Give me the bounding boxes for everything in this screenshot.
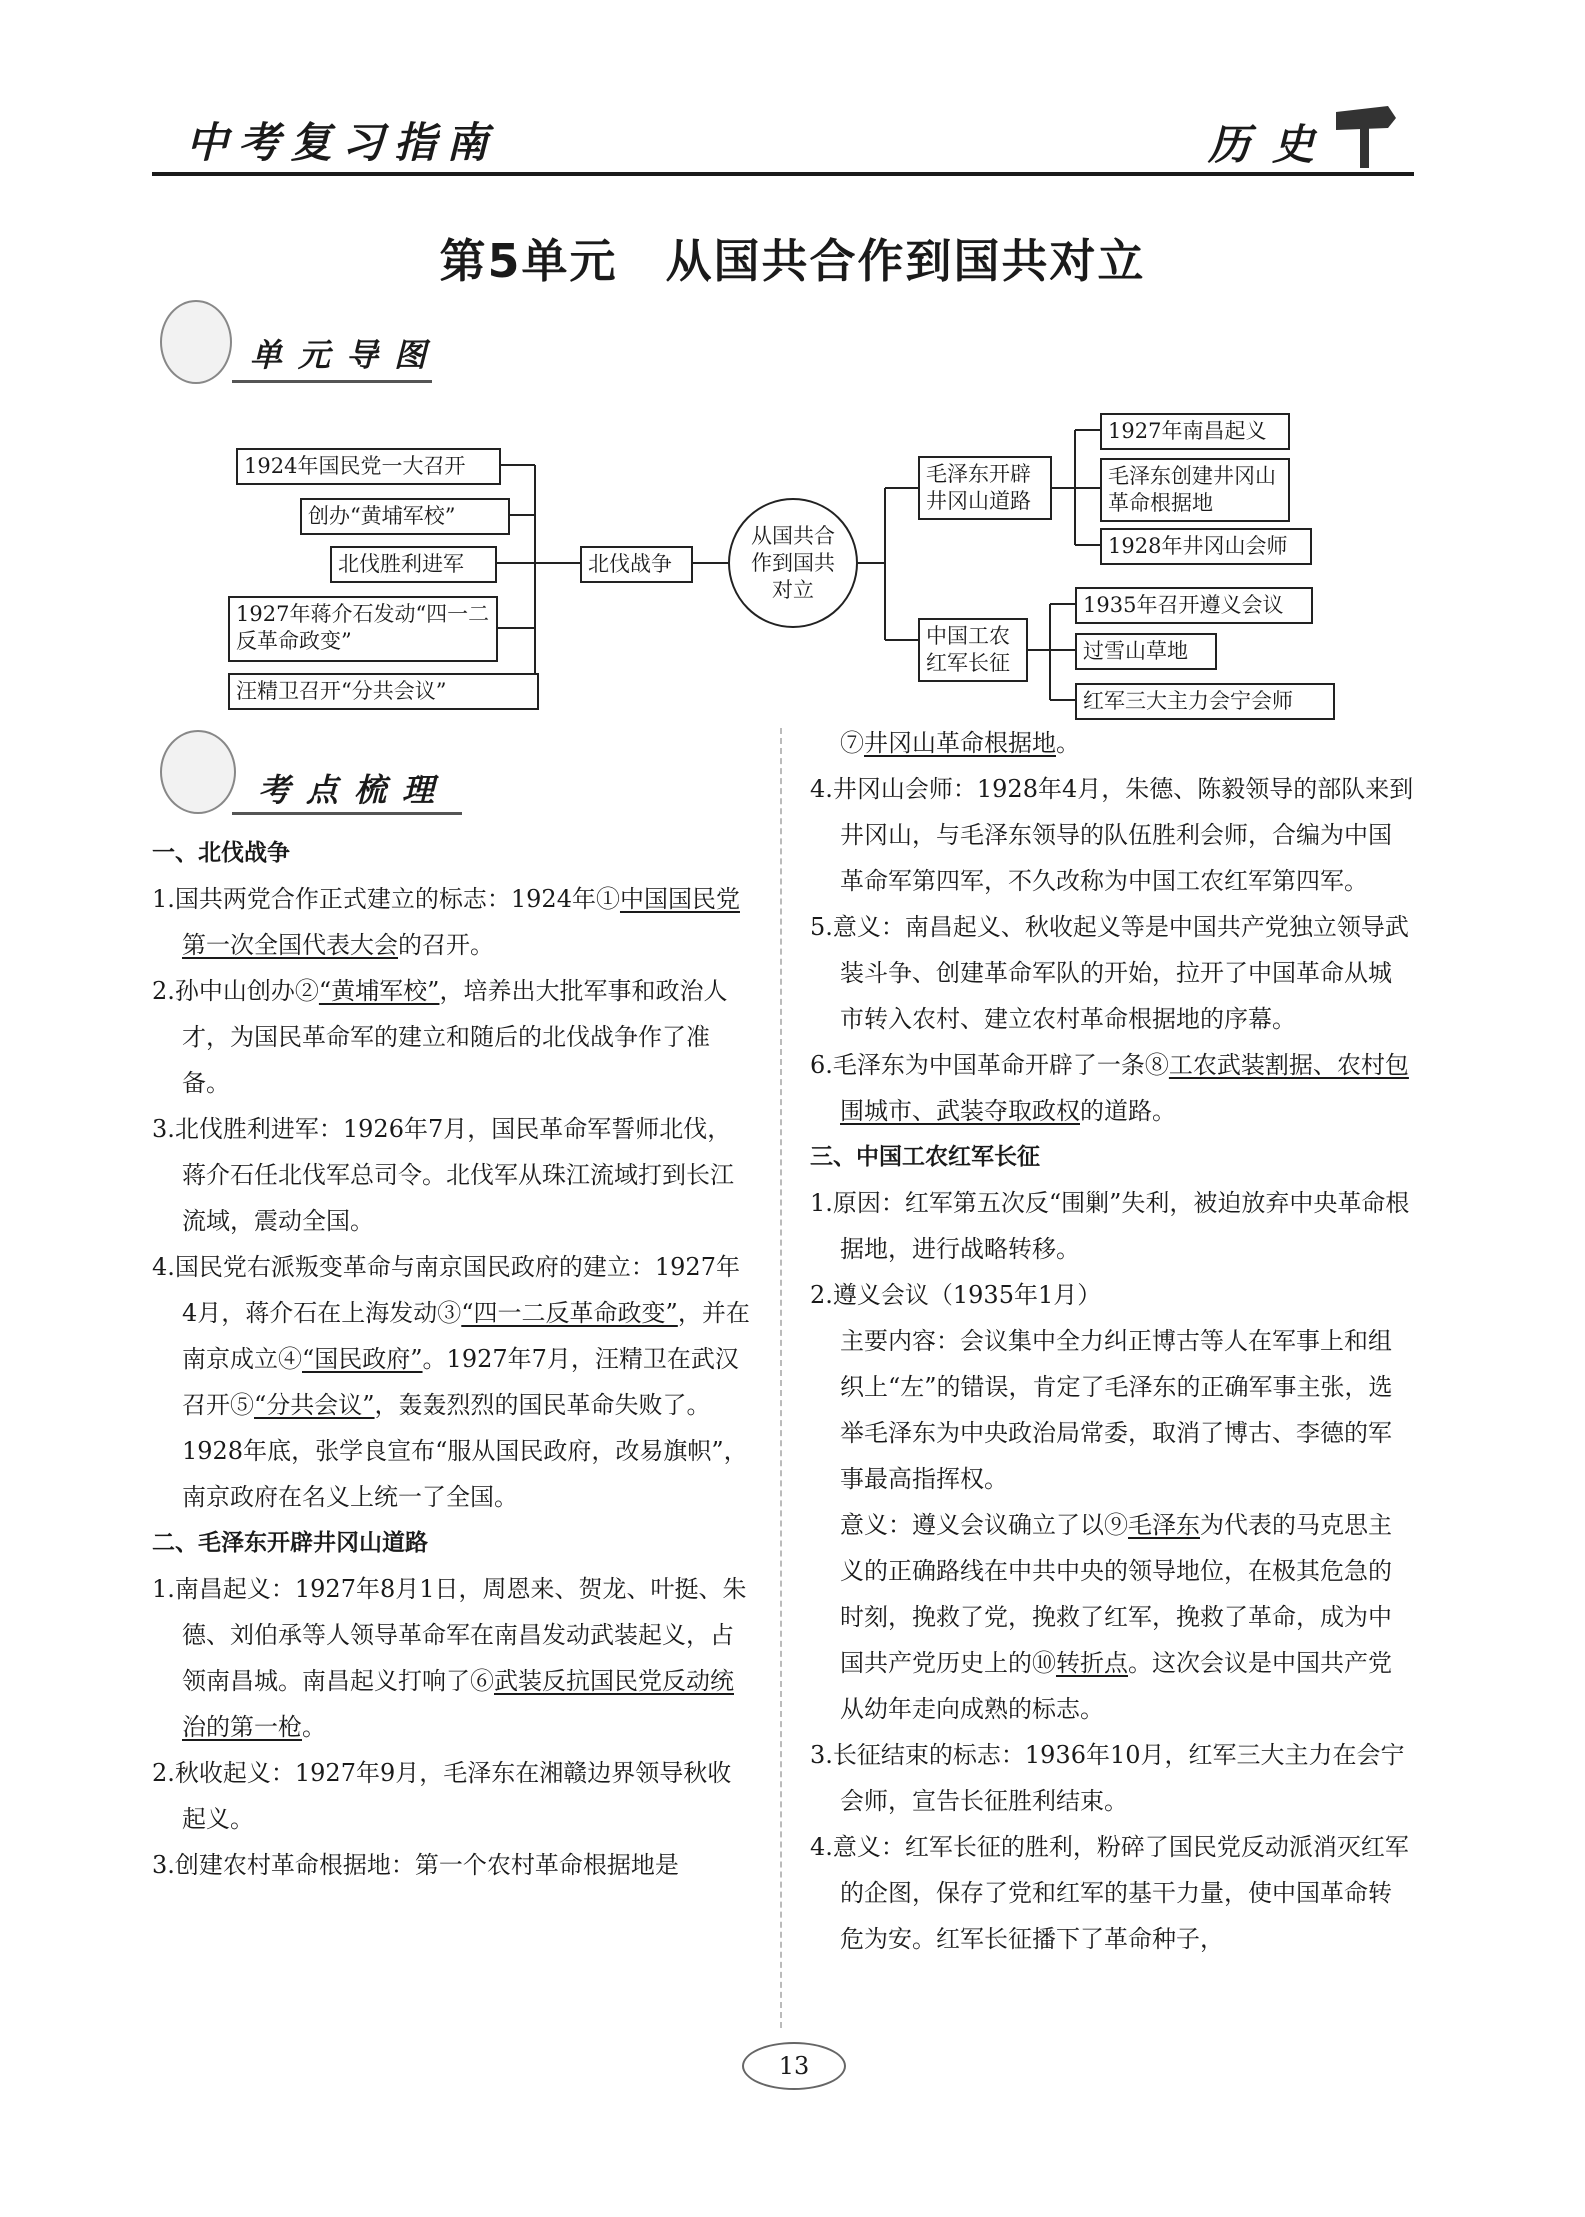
- right-column: [810, 720, 1415, 1962]
- mindmap-right-item: 1927年南昌起义: [1100, 413, 1290, 450]
- column-divider: [780, 728, 783, 2028]
- mindmap-hub-northern-expedition: 北伐战争: [580, 546, 693, 583]
- header-book-title: 中考复习指南: [186, 118, 499, 167]
- paragraph: 3.创建农村革命根据地：第一个农村革命根据地是: [152, 1851, 679, 1879]
- paragraph: 2.孙中山创办②“黄埔军校”，培养出大批军事和政治人才，为国民革命军的建立和随后的北伐战争作了准备。: [152, 977, 728, 1097]
- mindmap-center: 从国共合作到国共对立: [728, 498, 858, 628]
- section-heading: 三、中国工农红军长征: [810, 1144, 1040, 1170]
- section-title-map: 单元导图: [250, 336, 443, 374]
- paragraph: 2.遵义会议（1935年1月）: [810, 1281, 1102, 1309]
- section-heading: 二、毛泽东开辟井冈山道路: [152, 1530, 428, 1556]
- paragraph: 主要内容：会议集中全力纠正博古等人在军事上和组织上“左”的错误，肯定了毛泽东的正确军事主张，选举毛泽东为中央政治局常委，取消了博古、李德的军事最高指挥权。: [840, 1327, 1393, 1493]
- section-underline: [232, 812, 462, 815]
- section-title-points: 考点梳理: [258, 771, 451, 809]
- page-number: 13: [742, 2042, 846, 2090]
- mindmap-right-item: 1928年井冈山会师: [1100, 528, 1312, 565]
- mindmap-hub-long-march: 中国工农红军长征: [918, 618, 1028, 682]
- paragraph: 4.意义：红军长征的胜利，粉碎了国民党反动派消灭红军的企图，保存了党和红军的基干力量，使中国革命转危为安。红军长征播下了革命种子，: [810, 1833, 1409, 1953]
- mindmap-hub-jinggangshan: 毛泽东开辟井冈山道路: [918, 456, 1052, 520]
- paragraph: 2.秋收起义：1927年9月，毛泽东在湘赣边界领导秋收起义。: [152, 1759, 732, 1833]
- section-heading: 一、北伐战争: [152, 840, 290, 866]
- paragraph: ⑦井冈山革命根据地。: [840, 729, 1080, 757]
- mindmap-right-item: 1935年召开遵义会议: [1075, 587, 1313, 624]
- header-subject: 历史: [1208, 120, 1337, 169]
- paragraph: 4.国民党右派叛变革命与南京国民政府的建立：1927年4月，蒋介石在上海发动③“四一二反革命政变”，并在南京成立④“国民政府”。1927年7月，汪精卫在武汉召开⑤“分共会议”，轰轰烈烈的国民革命失败了。1928年底，张学良宣布“服从国民政府，改易旗帜”，南京政府在名义上统一了全国。: [152, 1253, 750, 1511]
- mindmap-right-item: 红军三大主力会宁会师: [1075, 683, 1335, 720]
- unit-title: 第5单元 从国共合作到国共对立: [439, 234, 1146, 288]
- paragraph: 3.长征结束的标志：1936年10月，红军三大主力在会宁会师，宣告长征胜利结束。: [810, 1741, 1405, 1815]
- mindmap-left-item: 创办“黄埔军校”: [300, 498, 510, 535]
- paragraph: 6.毛泽东为中国革命开辟了一条⑧工农武装割据、农村包围城市、武装夺取政权的道路。: [810, 1051, 1409, 1125]
- paragraph: 1.国共两党合作正式建立的标志：1924年①中国国民党第一次全国代表大会的召开。: [152, 885, 740, 959]
- mindmap-left-item: 北伐胜利进军: [330, 546, 497, 583]
- paragraph: 4.井冈山会师：1928年4月，朱德、陈毅领导的部队来到井冈山，与毛泽东领导的队伍胜利会师，合编为中国革命军第四军，不久改称为中国工农红军第四军。: [810, 775, 1414, 895]
- paragraph: 1.南昌起义：1927年8月1日，周恩来、贺龙、叶挺、朱德、刘伯承等人领导革命军在南昌发动武装起义，占领南昌城。南昌起义打响了⑥武装反抗国民党反动统治的第一枪。: [152, 1575, 747, 1741]
- paragraph: 1.原因：红军第五次反“围剿”失利，被迫放弃中央革命根据地，进行战略转移。: [810, 1189, 1410, 1263]
- mindmap-left-item: 1924年国民党一大召开: [236, 448, 501, 485]
- mindmap-right-item: 过雪山草地: [1075, 633, 1217, 670]
- mindmap-left-item: 1927年蒋介石发动“四一二反革命政变”: [228, 596, 498, 662]
- mindmap-right-item: 毛泽东创建井冈山革命根据地: [1100, 458, 1290, 522]
- paragraph: 意义：遵义会议确立了以⑨毛泽东为代表的马克思主义的正确路线在中共中央的领导地位，在极其危急的时刻，挽救了党，挽救了红军，挽救了革命，成为中国共产党历史上的⑩转折点。这次会议是中国共产党从幼年走向成熟的标志。: [840, 1511, 1392, 1723]
- panda-mascot-icon: [160, 730, 236, 814]
- left-column: [152, 830, 752, 1888]
- mindmap-left-item: 汪精卫召开“分共会议”: [228, 673, 539, 710]
- paragraph: 3.北伐胜利进军：1926年7月，国民革命军誓师北伐，蒋介石任北伐军总司令。北伐军从珠江流域打到长江流域，震动全国。: [152, 1115, 734, 1235]
- paragraph: 5.意义：南昌起义、秋收起义等是中国共产党独立领导武装斗争、创建革命军队的开始，拉开了中国革命从城市转入农村、建立农村革命根据地的序幕。: [810, 913, 1409, 1033]
